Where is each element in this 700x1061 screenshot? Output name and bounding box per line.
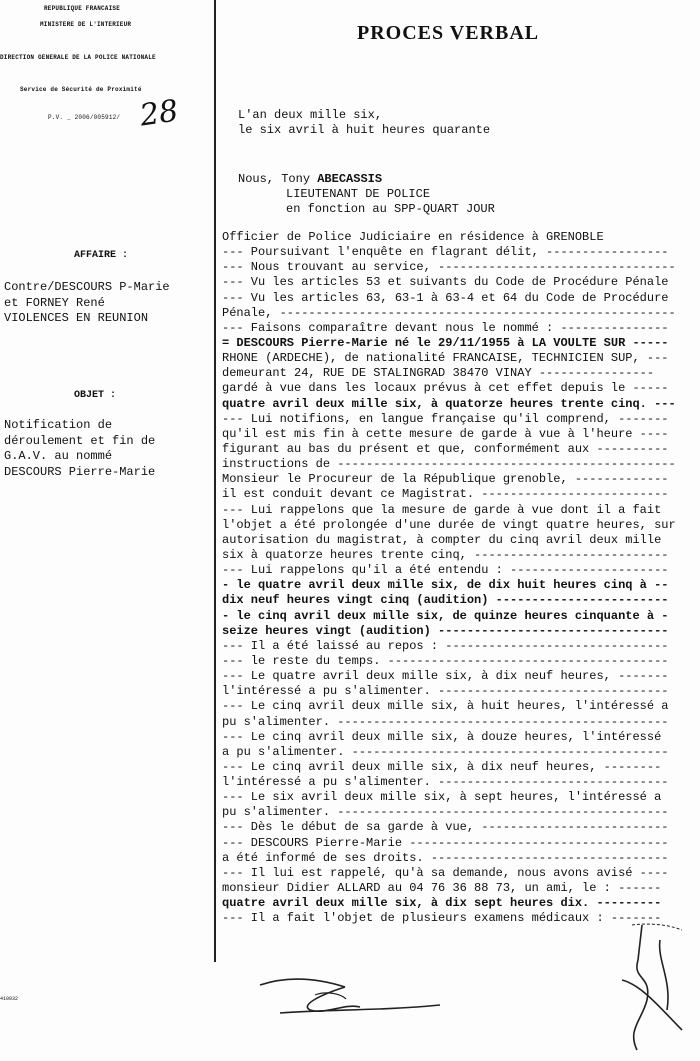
body-line: Pénale, ------------------------------------------------------- [222,305,676,320]
pv-number: 2006/005912/ [74,114,121,121]
affaire-line: VIOLENCES EN REUNION [4,311,149,325]
officer-name-bold: ABECASSIS [317,172,383,186]
affaire-line: et FORNEY René [4,295,105,310]
body-line: --- Lui rappelons qu'il a été entendu : ---------------------- [222,563,669,578]
body-line: --- Vu les articles 53 et suivants du Code de Procédure Pénale [222,275,669,290]
ministere-header: MINISTERE DE L'INTERIEUR [40,21,132,28]
body-line: --- Le cinq avril deux mille six, à dix neuf heures, -------- [222,759,662,774]
body-line: --- Dès le début de sa garde à vue, -------------------------- [222,820,669,835]
objet-lines [4,418,209,480]
body-line: --- Nous trouvant au service, --------------------------------- [222,260,676,275]
body-line: --- Le quatre avril deux mille six, à dix neuf heures, ------- [222,669,669,684]
officer-signature [612,920,697,1060]
direction-header: DIRECTION GENERALE DE LA POLICE NATIONALE [0,54,156,61]
body-line: qu'il est mis fin à cette mesure de garde à vue à l'heure ---- [222,426,669,441]
officer-name-plain: Tony [281,172,318,186]
officer-intro [238,172,382,186]
body-line: demeurant 24, RUE DE STALINGRAD 38470 VINAY ---------------- [222,366,655,381]
officer-rank: LIEUTENANT DE POLICE [286,187,431,201]
body-line: --- Vu les articles 63, 63-1 à 63-4 et 64 du Code de Procédure [222,290,669,305]
pv-handwritten-number: 28 [137,93,181,134]
body-line: a pu s'alimenter. -------------------------------------------- [222,744,669,759]
body-line: = DESCOURS Pierre-Marie né le 29/11/1955 à LA VOULTE SUR ----- [222,335,669,350]
body-line: Monsieur le Procureur de la République grenoble, ------------- [222,472,669,487]
body-line: --- Le cinq avril deux mille six, à huit heures, l'intéressé a [222,699,669,714]
body-line: quatre avril deux mille six, à dix sept heures dix. --------- [222,896,662,911]
body-line: gardé à vue dans les locaux prévus à cet effet depuis le ----- [222,381,669,396]
interviewee-signature [250,965,480,1025]
objet-line: G.A.V. au nommé [4,449,113,463]
objet-line: déroulement et fin de [4,433,156,448]
body-line: autorisation du magistrat, à compter du cinq avril deux mille [222,532,662,547]
body-line: l'intéressé a pu s'alimenter. -------------------------------- [222,775,669,790]
affaire-heading: AFFAIRE : [74,250,129,261]
column-divider [214,0,216,962]
body-line: --- Il a été laissé au repos : ------------------------------- [222,638,669,653]
body-line: --- Faisons comparaître devant nous le nommé : --------------- [222,320,669,335]
body-line: six à quatorze heures trente cinq, --------------------------- [222,547,669,562]
affaire-lines [4,280,209,327]
objet-line: DESCOURS Pierre-Marie [4,464,156,479]
objet-heading: OBJET : [74,390,117,401]
form-code: 410032 [0,996,19,1002]
pv-reference: P.V. _ 2006/005912/ [48,114,121,121]
body-line: monsieur Didier ALLARD au 04 76 36 88 73, un ami, le : ------ [222,881,662,896]
nous-label: Nous, [238,172,275,186]
body-line: RHONE (ARDECHE), de nationalité FRANCAISE, TECHNICIEN SUP, --- [222,351,669,366]
intro-line-1: L'an deux mille six, [238,108,383,122]
officer-assignment: en fonction au SPP-QUART JOUR [286,202,495,216]
republique-header: REPUBLIQUE FRANCAISE [44,5,121,12]
body-line: --- Lui notifions, en langue française qu'il comprend, ------- [222,411,669,426]
intro-line-2: le six avril à huit heures quarante [238,123,491,137]
service-header: Service de Sécurité de Proximité [20,86,142,93]
body-line: - le cinq avril deux mille six, de quinze heures cinquante à - [222,608,669,623]
body-line: a été informé de ses droits. --------------------------------- [222,850,669,865]
body-line: quatre avril deux mille six, à quatorze heures trente cinq. --- [222,396,676,411]
body-line: --- Le cinq avril deux mille six, à douze heures, l'intéressé [222,729,662,744]
body-line: - le quatre avril deux mille six, de dix huit heures cinq à -- [222,578,669,593]
body-line: --- le reste du temps. --------------------------------------- [222,653,669,668]
body-line: --- DESCOURS Pierre-Marie ------------------------------------ [222,835,669,850]
body-line: l'intéressé a pu s'alimenter. -------------------------------- [222,684,669,699]
body-line: --- Il a fait l'objet de plusieurs examens médicaux : ------- [222,911,662,926]
body-line: --- Poursuivant l'enquête en flagrant délit, ----------------- [222,245,669,260]
pv-body [222,230,700,926]
body-line: --- Le six avril deux mille six, à sept heures, l'intéressé a [222,790,662,805]
body-line: pu s'alimenter. ---------------------------------------------- [222,714,669,729]
body-line: --- Lui rappelons que la mesure de garde à vue dont il a fait [222,502,662,517]
affaire-line: Contre/DESCOURS P-Marie [4,280,170,294]
body-line: instructions de ----------------------------------------------- [222,457,676,472]
body-line: Officier de Police Judiciaire en résidence à GRENOBLE [222,230,604,244]
body-line: l'objet a été prolongée d'une durée de vingt quatre heures, sur [222,517,676,532]
body-line: dix neuf heures vingt cinq (audition) ------------------------ [222,593,669,608]
body-line: seize heures vingt (audition) -------------------------------- [222,623,669,638]
body-line: pu s'alimenter. ---------------------------------------------- [222,805,669,820]
body-line: il est conduit devant ce Magistrat. -------------------------- [222,487,669,502]
body-line: --- Il lui est rappelé, qu'à sa demande, nous avons avisé ---- [222,865,669,880]
pv-label: P.V. [48,114,64,121]
body-line: figurant au bas du présent et que, conformément aux ---------- [222,441,669,456]
page-title: PROCES VERBAL [357,22,540,44]
objet-line: Notification de [4,418,113,432]
